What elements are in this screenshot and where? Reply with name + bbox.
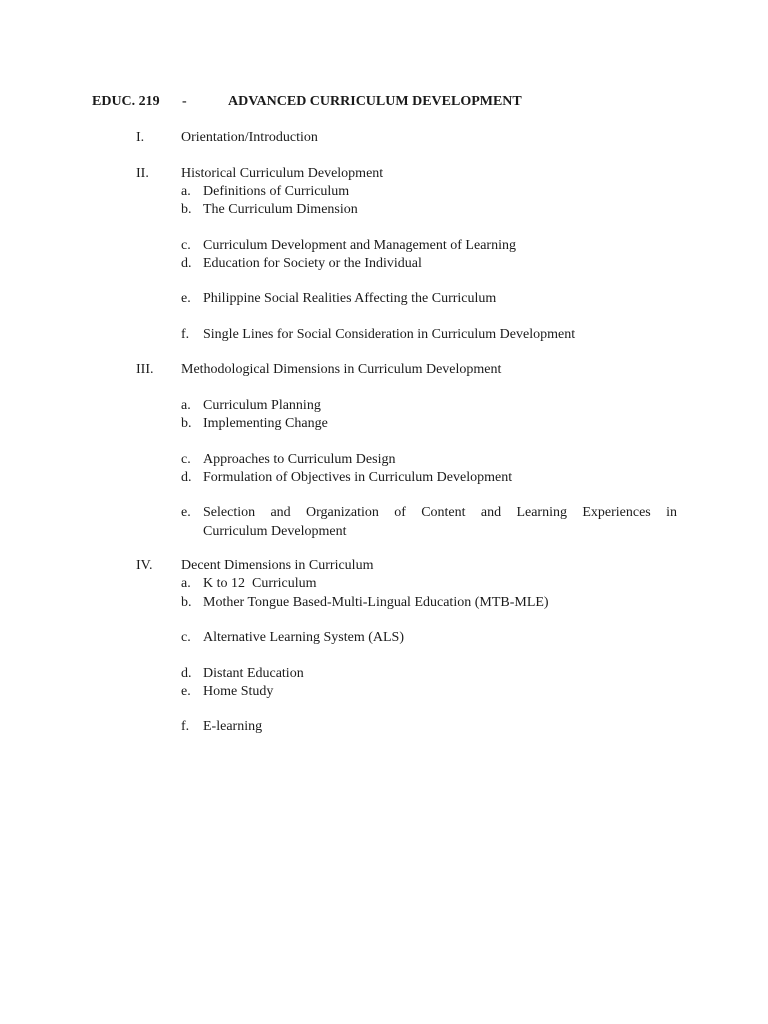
item-letter: b. [181, 416, 192, 431]
item-text: Curriculum Development and Management of Learning [203, 238, 516, 253]
item-text-line-1: Selection and Organization of Content and Learning Experiences in [203, 505, 677, 520]
section-numeral: I. [136, 130, 145, 145]
item-letter: b. [181, 202, 192, 217]
section-numeral: IV. [136, 558, 153, 573]
section-numeral: III. [136, 362, 154, 377]
item-letter: c. [181, 630, 191, 645]
item-letter: e. [181, 505, 191, 520]
item-letter: c. [181, 238, 191, 253]
item-letter: d. [181, 470, 192, 485]
item-text: Distant Education [203, 666, 304, 681]
item-letter: a. [181, 398, 191, 413]
item-text: The Curriculum Dimension [203, 202, 358, 217]
item-text: Philippine Social Realities Affecting the Curriculum [203, 291, 497, 306]
item-text: Mother Tongue Based-Multi-Lingual Education (MTB-MLE) [203, 595, 549, 610]
section-title: Historical Curriculum Development [181, 166, 384, 181]
item-letter: e. [181, 684, 191, 699]
item-letter: e. [181, 291, 191, 306]
item-letter: d. [181, 256, 192, 271]
item-text: Home Study [203, 684, 274, 699]
item-letter: a. [181, 576, 191, 591]
item-letter: f. [181, 719, 190, 734]
section-numeral: II. [136, 166, 149, 181]
section-title: Decent Dimensions in Curriculum [181, 558, 374, 573]
item-text: Implementing Change [203, 416, 328, 431]
item-text: Approaches to Curriculum Design [203, 452, 396, 467]
section-title: Orientation/Introduction [181, 130, 318, 145]
item-letter: c. [181, 452, 191, 467]
item-text: K to 12 Curriculum [203, 576, 317, 591]
item-text: Curriculum Planning [203, 398, 321, 413]
item-letter: d. [181, 666, 192, 681]
section-title: Methodological Dimensions in Curriculum Development [181, 362, 502, 377]
item-text: Alternative Learning System (ALS) [203, 630, 405, 645]
item-text: E-learning [203, 719, 263, 734]
heading-separator: - [182, 94, 187, 109]
course-title: ADVANCED CURRICULUM DEVELOPMENT [228, 94, 522, 109]
item-letter: a. [181, 184, 191, 199]
item-text: Formulation of Objectives in Curriculum Development [203, 470, 513, 485]
item-text: Education for Society or the Individual [203, 256, 422, 271]
item-text: Single Lines for Social Consideration in Curriculum Development [203, 327, 576, 342]
item-letter: b. [181, 595, 192, 610]
item-letter: f. [181, 327, 190, 342]
course-code: EDUC. 219 [92, 94, 160, 109]
item-text: Definitions of Curriculum [203, 184, 350, 199]
item-text-line-2: Curriculum Development [203, 524, 347, 539]
